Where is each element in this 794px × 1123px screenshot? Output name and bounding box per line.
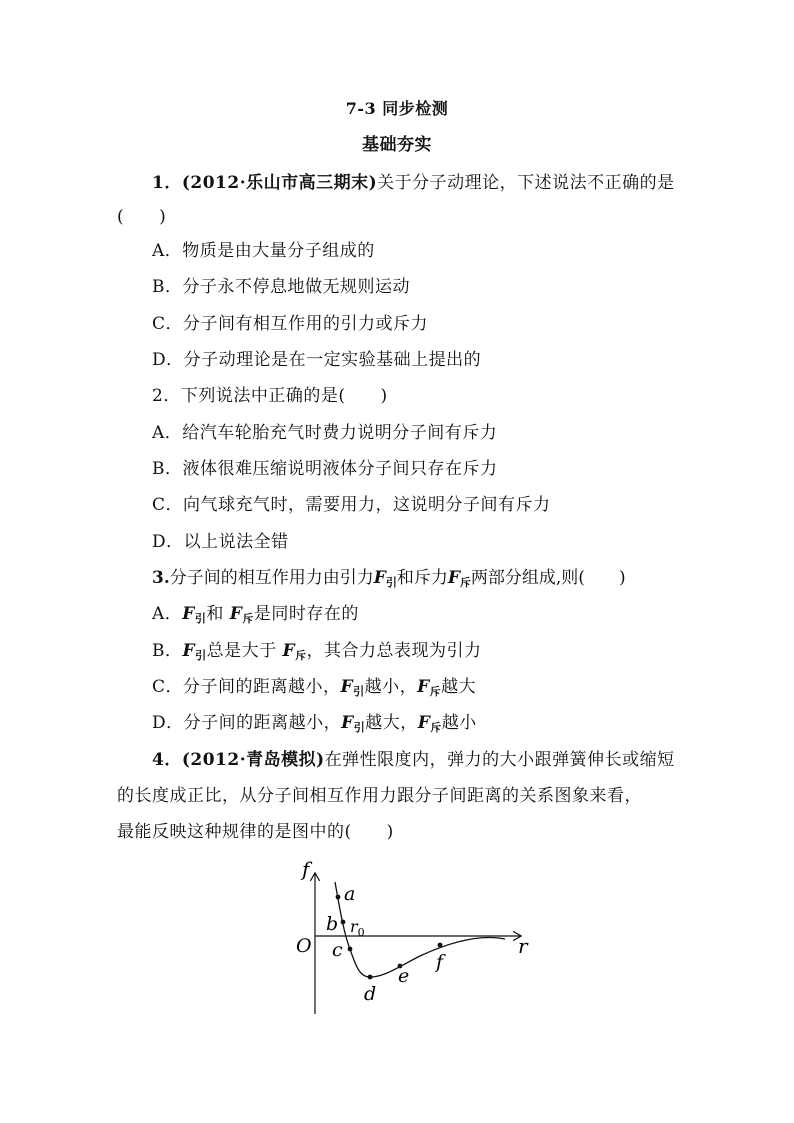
subscript-repulsive: 斥 (430, 721, 442, 734)
point-c-marker (348, 947, 353, 952)
option-text: 越小， (364, 677, 418, 697)
question-2-option-c: C．向气球充气时，需要用力，这说明分子间有斥力 (152, 495, 551, 515)
page-title: 7-3 同步检测 (345, 99, 449, 118)
option-text: 越大 (441, 677, 477, 697)
question-1-option-d: D．分子动理论是在一定实验基础上提出的 (152, 350, 482, 370)
point-d-marker (368, 975, 373, 980)
force-symbol: F (341, 713, 354, 733)
point-e-label: e (398, 965, 410, 987)
question-1-stem (117, 172, 687, 194)
point-d-label: d (364, 983, 377, 1005)
question-2-stem: 2．下列说法中正确的是( ) (152, 386, 388, 406)
option-label: B． (152, 641, 183, 661)
subscript-attractive: 引 (353, 721, 366, 734)
r0-label: $r_0$ (350, 917, 365, 939)
question-2-option-b: B．液体很难压缩说明液体分子间只存在斥力 (152, 459, 498, 479)
option-label: A． (152, 604, 183, 624)
question-1-option-b: B．分子永不停息地做无规则运动 (152, 277, 410, 297)
question-4-source: (2012·青岛模拟) (181, 750, 325, 770)
point-a-marker (336, 895, 341, 900)
force-symbol: F (373, 568, 386, 588)
force-symbol: F (282, 641, 296, 661)
f-axis-label: f (302, 857, 310, 881)
point-b-marker (341, 920, 346, 925)
point-f-label: f (436, 951, 444, 973)
question-3-number: 3. (152, 568, 170, 588)
force-symbol: F (229, 604, 243, 624)
r-axis-label: r (518, 934, 528, 958)
question-1-text: 关于分子动理论，下述说法不正确的是 (377, 173, 675, 193)
option-text: C．分子间的距离越小， (152, 677, 341, 697)
question-4-line-1 (117, 749, 687, 771)
question-4-line-2: 的长度成正比，从分子间相互作用力跟分子间距离的关系图象来看， (117, 786, 642, 806)
question-4-line-3: 最能反映这种规律的是图中的( ) (117, 822, 394, 842)
point-c-label: c (332, 939, 343, 961)
force-symbol: F (182, 604, 195, 624)
subscript-attractive: 引 (385, 576, 397, 589)
force-distance-graph (290, 852, 540, 1022)
question-2-option-d: D．以上说法全错 (152, 532, 289, 552)
subscript-attractive: 引 (194, 612, 207, 625)
option-text: 是同时存在的 (253, 604, 359, 624)
question-3-text-2: 和斥力 (396, 568, 448, 588)
subscript-attractive: 引 (195, 649, 207, 662)
origin-label: O (296, 935, 312, 957)
question-1-number: 1． (152, 173, 182, 193)
force-symbol: F (182, 641, 196, 661)
option-text: 越小 (441, 713, 477, 733)
question-1-option-a: A．物质是由大量分子组成的 (152, 241, 375, 261)
force-symbol: F (417, 713, 431, 733)
point-f-marker (438, 943, 443, 948)
question-1-source: (2012·乐山市高三期末) (181, 173, 378, 193)
subscript-repulsive: 斥 (242, 612, 254, 625)
question-3-option-c (117, 676, 687, 703)
option-text: 总是大于 (206, 641, 277, 661)
question-1-option-c: C．分子间有相互作用的引力或斥力 (152, 314, 429, 334)
question-3-option-a (117, 603, 687, 630)
question-3-text-1: 分子间的相互作用力由引力 (169, 568, 374, 588)
point-a-label: a (344, 883, 356, 905)
question-4-text-1: 在弹性限度内，弹力的大小跟弹簧伸长或缩短 (324, 750, 675, 770)
question-3-option-b (117, 640, 687, 667)
subscript-repulsive: 斥 (459, 576, 471, 589)
subscript-repulsive: 斥 (295, 649, 307, 662)
question-4-number: 4． (152, 750, 182, 770)
question-2-option-a: A．给汽车轮胎充气时费力说明分子间有斥力 (152, 423, 498, 443)
section-title: 基础夯实 (362, 135, 432, 155)
question-3-text-3: 两部分组成,则( ) (470, 568, 626, 588)
option-text: 越大， (365, 713, 418, 733)
force-symbol: F (417, 677, 430, 697)
option-text: 和 (206, 604, 224, 624)
question-3-option-d (117, 712, 687, 739)
subscript-repulsive: 斥 (429, 685, 442, 698)
question-1-paren: ( ) (117, 207, 167, 227)
force-symbol: F (447, 568, 460, 588)
option-text: ，其合力总表现为引力 (306, 641, 482, 661)
question-3-stem (117, 567, 687, 594)
option-text: D．分子间的距离越小， (152, 713, 342, 733)
point-b-label: b (326, 913, 339, 935)
subscript-attractive: 引 (353, 685, 365, 698)
force-symbol: F (340, 677, 354, 697)
